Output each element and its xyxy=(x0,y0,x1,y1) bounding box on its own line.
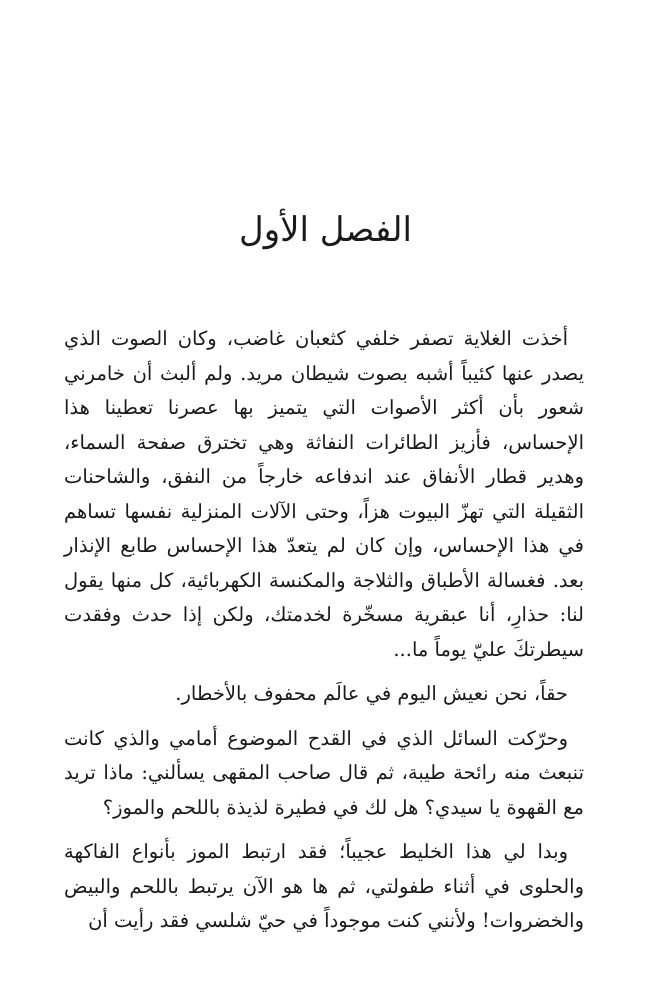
paragraph-1: أخذت الغلاية تصفر خلفي كثعبان غاضب، وكان الصوت الذي يصدر عنها كئيباً أشبه بصوت شيطان مريد. ولم ألبث أن خامرني شعور بأن أكثر الأصوات التي يتميز بها عصرنا تعطينا هذا الإحساس، فأزيز الطائرات النفاثة وهي تخترق صفحة السماء، وهدير قطار الأنفاق عند اندفاعه خارجاً من النفق، والشاحنات الثقيلة التي تهزّ البيوت هزاً، وحتى الآلات المنزلية نفسها تساهم في هذا الإحساس، وإن كان لم يتعدّ هذا الإحساس طابع الإنذار بعد. فغسالة الأطباق والثلاجة والمكنسة الكهربائية، كل منها يقول لنا: حذارِ، أنا عبقرية مسخّرة لخدمتك، ولكن إذا حدث وفقدت سيطرتكَ عليّ يوماً ما... xyxy=(64,327,584,661)
chapter-title: الفصل الأول xyxy=(238,210,412,250)
paragraph-2: حقاً، نحن نعيش اليوم في عالَم محفوف بالأخطار. xyxy=(175,682,568,705)
paragraph-3: وحرّكت السائل الذي في القدح الموضوع أمامي والذي كانت تنبعث منه رائحة طيبة، ثم قال صاحب المقهى يسألني: ماذا تريد مع القهوة يا سيدي؟ هل لك في فطيرة لذيذة باللحم والموز؟ xyxy=(64,726,584,819)
chapter-body xyxy=(64,322,584,939)
paragraph-4: وبدا لي هذا الخليط عجيباً؛ فقد ارتبط الموز بأنواع الفاكهة والحلوى في أثناء طفولتي، ثم ها هو الآن يرتبط باللحم والبيض والخضروات! ولأنني كنت موجوداً في حيّ شلسي فقد رأيت أن xyxy=(64,840,584,932)
